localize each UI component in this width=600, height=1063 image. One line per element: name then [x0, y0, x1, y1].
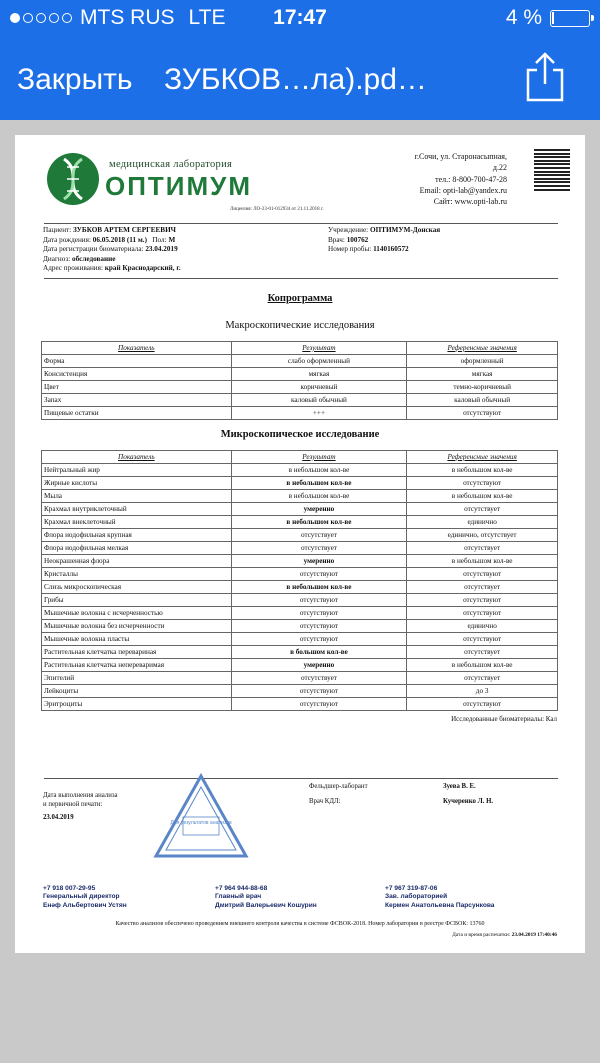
result-value: отсутствуют: [231, 607, 407, 620]
reference-value: отсутствуют: [407, 477, 558, 490]
parameter-name: Мыла: [42, 490, 232, 503]
parameter-name: Нейтральный жир: [42, 464, 232, 477]
patient-info: Пациент: ЗУБКОВ АРТЕМ СЕРГЕЕВИЧ Дата рождения: 06.05.2018 (11 м.) Пол: М Дата регистрации биоматериала: 23.04.2019 Диагноз: обследование Адрес проживания: край Краснодарский, г.: [43, 226, 181, 272]
reference-value: отсутствуют: [407, 594, 558, 607]
table-row: [42, 698, 558, 711]
result-value: в небольшом кол-ве: [231, 516, 407, 529]
result-value: в небольшом кол-ве: [231, 490, 407, 503]
result-value: мягкая: [231, 368, 407, 381]
parameter-name: Эпителий: [42, 672, 232, 685]
analysis-title: Копрограмма: [267, 293, 333, 304]
institution-info: Учреждение: ОПТИМУМ-Донская Врач: 100762 Номер пробы: 1140160572: [328, 226, 441, 253]
print-timestamp: Дата и время распечатки: 23.04.2019 17:40:46: [452, 932, 557, 938]
reference-value: единично, отсутствует: [407, 529, 558, 542]
divider: [44, 278, 558, 279]
micro-section-title: Микроскопическое исследование: [220, 429, 380, 440]
table-row: [42, 607, 558, 620]
table-row: [42, 503, 558, 516]
result-value: отсутствует: [231, 529, 407, 542]
reference-value: единично: [407, 620, 558, 633]
result-value: слабо оформленный: [231, 355, 407, 368]
table-row: [42, 581, 558, 594]
table-row: [42, 633, 558, 646]
result-value: отсутствуют: [231, 620, 407, 633]
table-row: [42, 620, 558, 633]
column-header: Референсные значения: [407, 451, 558, 464]
parameter-name: Слизь микроскопическая: [42, 581, 232, 594]
reference-value: отсутствует: [407, 581, 558, 594]
reference-value: отсутствуют: [407, 698, 558, 711]
lab-address: г.Сочи, ул. Старонасыпная, д.22 тел.: 8-800-700-47-28 Email: opti-lab@yandex.ru Сайт: www.opti-lab.ru: [414, 152, 507, 207]
lab-name: ОПТИМУМ: [105, 171, 252, 201]
battery-icon: [550, 10, 590, 27]
table-row: [42, 672, 558, 685]
table-row: [42, 464, 558, 477]
reference-value: темно-коричневый: [407, 381, 558, 394]
parameter-name: Форма: [42, 355, 232, 368]
result-value: в небольшом кол-ве: [231, 581, 407, 594]
table-row: [42, 568, 558, 581]
divider: [44, 223, 558, 224]
pdf-page[interactable]: [15, 135, 585, 953]
clock: 17:47: [273, 6, 327, 29]
column-header: Результат: [231, 451, 407, 464]
reference-value: до 3: [407, 685, 558, 698]
reference-value: отсутствуют: [407, 607, 558, 620]
column-header: Референсные значения: [407, 342, 558, 355]
table-row: [42, 555, 558, 568]
contact-chief-doctor: +7 964 944-88-68 Главный врач Дмитрий Валерьевич Кошурин: [215, 885, 317, 909]
license-text: Лицензия: ЛО-23-01-012934 от 21.11.2018 г.: [230, 207, 324, 212]
table-row: [42, 659, 558, 672]
result-value: умеренно: [231, 555, 407, 568]
result-value: отсутствует: [231, 672, 407, 685]
status-bar: [0, 0, 600, 36]
parameter-name: Эритроциты: [42, 698, 232, 711]
parameter-name: Крахмал внутриклеточный: [42, 503, 232, 516]
quality-note: Качество анализов обеспечено проведением внешнего контроля качества в системе ФСВОК-2018. Номер лаборатории в реестре ФСВОК: 13760: [115, 921, 485, 927]
reference-value: единично: [407, 516, 558, 529]
result-value: отсутствуют: [231, 698, 407, 711]
parameter-name: Пищевые остатки: [42, 407, 232, 420]
reference-value: отсутствуют: [407, 407, 558, 420]
contact-director: +7 918 007-29-95 Генеральный директор Енәф Альбертович Устян: [43, 885, 127, 909]
navigation-bar: [0, 50, 600, 110]
table-row: [42, 685, 558, 698]
result-value: отсутствует: [231, 542, 407, 555]
parameter-name: Кристаллы: [42, 568, 232, 581]
parameter-name: Флора иодофильная крупная: [42, 529, 232, 542]
parameter-name: Грибы: [42, 594, 232, 607]
divider: [44, 778, 558, 779]
parameter-name: Растительная клетчатка перевариная: [42, 646, 232, 659]
carrier-label: MTS RUS: [80, 6, 175, 29]
result-value: каловый обычный: [231, 394, 407, 407]
biomaterial-note: Исследованные биоматериалы: Кал: [451, 715, 557, 723]
parameter-name: Консистенция: [42, 368, 232, 381]
parameter-name: Лейкоциты: [42, 685, 232, 698]
signatures: Фельдшер-лаборант Врач КДЛ:: [309, 783, 368, 805]
macro-section-title: Макроскопические исследования: [225, 320, 375, 331]
table-row: [42, 381, 558, 394]
result-value: отсутствуют: [231, 685, 407, 698]
table-row: [42, 594, 558, 607]
micro-table: [41, 450, 558, 711]
reference-value: оформленный: [407, 355, 558, 368]
parameter-name: Растительная клетчатка непереваримая: [42, 659, 232, 672]
reference-value: отсутствуют: [407, 568, 558, 581]
result-value: отсутствуют: [231, 568, 407, 581]
table-row: [42, 477, 558, 490]
table-row: [42, 368, 558, 381]
table-row: [42, 646, 558, 659]
reference-value: отсутствует: [407, 672, 558, 685]
parameter-name: Жирные кислоты: [42, 477, 232, 490]
macro-table: [41, 341, 558, 420]
result-value: +++: [231, 407, 407, 420]
table-row: [42, 490, 558, 503]
result-value: в большом кол-ве: [231, 646, 407, 659]
dna-logo-icon: [47, 153, 99, 205]
parameter-name: Неокрашенная флора: [42, 555, 232, 568]
table-row: [42, 529, 558, 542]
table-row: [42, 516, 558, 529]
reference-value: мягкая: [407, 368, 558, 381]
reference-value: в небольшом кол-ве: [407, 490, 558, 503]
result-value: коричневый: [231, 381, 407, 394]
column-header: Результат: [231, 342, 407, 355]
table-row: [42, 394, 558, 407]
result-value: умеренно: [231, 503, 407, 516]
result-value: умеренно: [231, 659, 407, 672]
svg-text:Для результатов анализов: Для результатов анализов: [170, 820, 232, 826]
parameter-name: Флора иодофильная мелкая: [42, 542, 232, 555]
parameter-name: Цвет: [42, 381, 232, 394]
reference-value: отсутствует: [407, 503, 558, 516]
barcode: [534, 149, 570, 193]
reference-value: отсутствуют: [407, 633, 558, 646]
table-row: [42, 355, 558, 368]
share-icon[interactable]: [522, 52, 568, 102]
lab-logo: [47, 153, 267, 205]
battery-percent: 4 %: [505, 6, 542, 29]
analysis-date: Дата выполнения анализа и первичной печати: 23.04.2019: [43, 792, 118, 821]
parameter-name: Мышечные волокна с исчерченностью: [42, 607, 232, 620]
signature-names: Зуева В. Е. Кучеренко Л. Н.: [443, 783, 494, 805]
reference-value: в небольшом кол-ве: [407, 659, 558, 672]
reference-value: отсутствует: [407, 646, 558, 659]
reference-value: в небольшом кол-ве: [407, 464, 558, 477]
result-value: в небольшом кол-ве: [231, 464, 407, 477]
column-header: Показатель: [42, 342, 232, 355]
table-row: [42, 407, 558, 420]
parameter-name: Запах: [42, 394, 232, 407]
reference-value: отсутствует: [407, 542, 558, 555]
result-value: отсутствуют: [231, 633, 407, 646]
lab-stamp: [153, 773, 249, 859]
parameter-name: Крахмал внеклеточный: [42, 516, 232, 529]
result-value: отсутствуют: [231, 594, 407, 607]
network-label: LTE: [188, 6, 226, 29]
table-row: [42, 542, 558, 555]
lab-subtitle: медицинская лаборатория: [109, 159, 233, 170]
column-header: Показатель: [42, 451, 232, 464]
parameter-name: Мышечные волокна без исчерченности: [42, 620, 232, 633]
reference-value: каловый обычный: [407, 394, 558, 407]
reference-value: в небольшом кол-ве: [407, 555, 558, 568]
result-value: в небольшом кол-ве: [231, 477, 407, 490]
contact-lab-head: +7 967 319-87-06 Зав. лабораторией Кермен Анатольевна Парсункова: [385, 885, 495, 909]
document-title: ЗУБКОВ…ла).pd…: [164, 63, 427, 96]
top-bar: [0, 0, 600, 120]
close-button[interactable]: Закрыть: [17, 63, 133, 96]
parameter-name: Мышечные волокна пласты: [42, 633, 232, 646]
